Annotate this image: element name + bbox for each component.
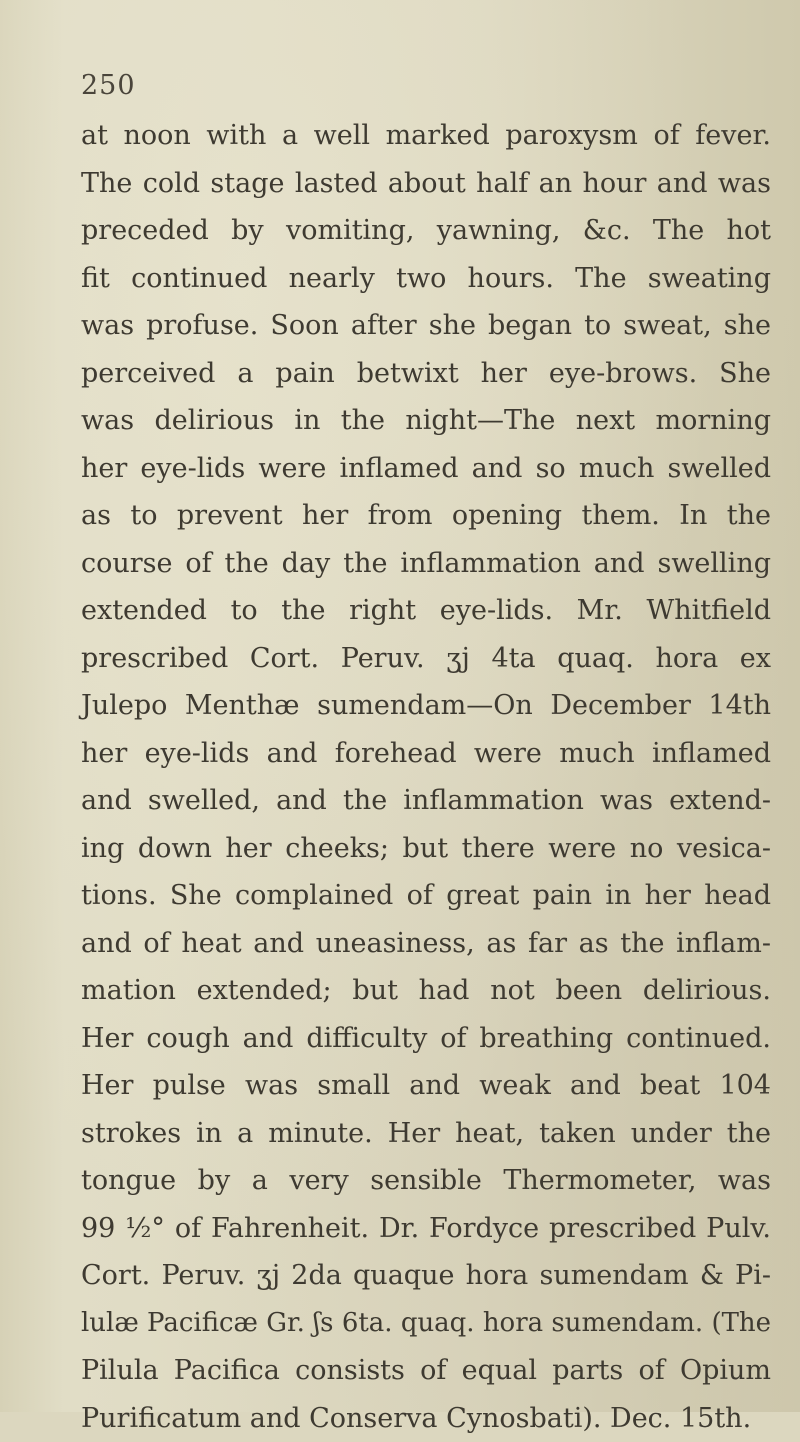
text-line: preceded by vomiting, yawning, &c. The hot [81, 207, 771, 255]
text-line: was profuse. Soon after she began to sweat, she [81, 302, 771, 350]
text-line: strokes in a minute. Her heat, taken under the [81, 1110, 771, 1158]
text-line: as to prevent her from opening them. In the [81, 492, 771, 540]
text-line: perceived a pain betwixt her eye-brows. She [81, 350, 771, 398]
text-line: course of the day the inflammation and swelling [81, 540, 771, 588]
text-line: her eye-lids and forehead were much inflamed [81, 730, 771, 778]
text-line: mation extended; but had not been delirious. [81, 967, 771, 1015]
text-line: lulæ Pacificæ Gr. ʃs 6ta. quaq. hora sumendam. (The [81, 1300, 771, 1348]
text-line: was delirious in the night—The next morning [81, 397, 771, 445]
text-line: and swelled, and the inflammation was extend- [81, 777, 771, 825]
text-line: her eye-lids were inflamed and so much swelled [81, 445, 771, 493]
text-line: at noon with a well marked paroxysm of fever. [81, 112, 771, 160]
text-line: Purificatum and Conserva Cynosbati). Dec. 15th. [81, 1395, 771, 1442]
text-line: Cort. Peruv. ʒj 2da quaque hora sumendam & Pi- [81, 1252, 771, 1300]
text-line: The cold stage lasted about half an hour and was [81, 160, 771, 208]
text-line: and of heat and uneasiness, as far as the inflam- [81, 920, 771, 968]
text-line: Her pulse was small and weak and beat 104 [81, 1062, 771, 1110]
page-number: 250 [81, 70, 136, 101]
text-line: fit continued nearly two hours. The sweating [81, 255, 771, 303]
text-line: Pilula Pacifica consists of equal parts of Opium [81, 1347, 771, 1395]
text-line: extended to the right eye-lids. Mr. Whitfield [81, 587, 771, 635]
text-line: prescribed Cort. Peruv. ʒj 4ta quaq. hora ex [81, 635, 771, 683]
text-line: Julepo Menthæ sumendam—On December 14th [81, 682, 771, 730]
text-line: 99 ½° of Fahrenheit. Dr. Fordyce prescribed Pulv. [81, 1205, 771, 1253]
text-line: Her cough and difficulty of breathing continued. [81, 1015, 771, 1063]
text-line: ing down her cheeks; but there were no vesica- [81, 825, 771, 873]
text-line: tions. She complained of great pain in her head [81, 872, 771, 920]
body-text [81, 112, 771, 1442]
text-line: tongue by a very sensible Thermometer, was [81, 1157, 771, 1205]
